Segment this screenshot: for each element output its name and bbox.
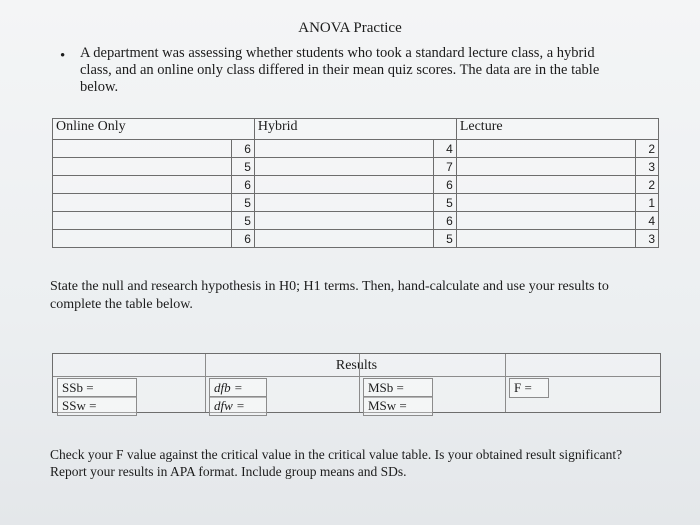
- online-score: 6: [232, 176, 255, 194]
- scores-table: [52, 118, 659, 248]
- online-score: 5: [232, 194, 255, 212]
- table-row: [53, 140, 659, 158]
- table-row: [53, 212, 659, 230]
- check-instructions: Check your F value against the critical value in the critical value table. Is your obtained result significant? Report your results in APA format. Include group means and SDs.: [50, 447, 623, 479]
- lecture-score: 3: [636, 158, 659, 176]
- page-title: ANOVA Practice: [298, 20, 402, 36]
- results-title: Results: [335, 358, 378, 373]
- bullet-marker: •: [60, 48, 66, 64]
- table-row: [53, 230, 659, 248]
- hybrid-score: 5: [434, 230, 457, 248]
- hypothesis-instructions: State the null and research hypothesis in H0; H1 terms. Then, hand-calculate and use your results to complete the table below.: [50, 279, 609, 312]
- ssb-field: SSb =: [57, 378, 137, 398]
- dfw-field: dfw =: [209, 396, 267, 416]
- table-row: [53, 176, 659, 194]
- lecture-score: 2: [636, 176, 659, 194]
- intro-paragraph: A department was assessing whether students who took a standard lecture class, a hybrid class, and an online only class differed in their mean quiz scores. The data are in the table below.: [80, 45, 600, 95]
- lecture-score: 1: [636, 194, 659, 212]
- table-row: [53, 194, 659, 212]
- header-lecture: Lecture: [456, 119, 658, 140]
- online-score: 5: [232, 158, 255, 176]
- header-hybrid: Hybrid: [254, 119, 456, 140]
- lecture-score: 3: [636, 230, 659, 248]
- header-online-only: Online Only: [53, 119, 255, 140]
- msb-field: MSb =: [363, 378, 433, 398]
- scores-header-row: [53, 119, 659, 140]
- dfb-field: dfb =: [209, 378, 267, 398]
- ssw-field: SSw =: [57, 396, 137, 416]
- results-table: [52, 353, 661, 413]
- online-score: 6: [232, 140, 255, 158]
- hybrid-score: 6: [434, 212, 457, 230]
- hybrid-score: 6: [434, 176, 457, 194]
- f-field: F =: [509, 378, 549, 398]
- hybrid-score: 7: [434, 158, 457, 176]
- lecture-score: 2: [636, 140, 659, 158]
- hybrid-score: 5: [434, 194, 457, 212]
- online-score: 6: [232, 230, 255, 248]
- hybrid-score: 4: [434, 140, 457, 158]
- lecture-score: 4: [636, 212, 659, 230]
- table-row: [53, 158, 659, 176]
- online-score: 5: [232, 212, 255, 230]
- msw-field: MSw =: [363, 396, 433, 416]
